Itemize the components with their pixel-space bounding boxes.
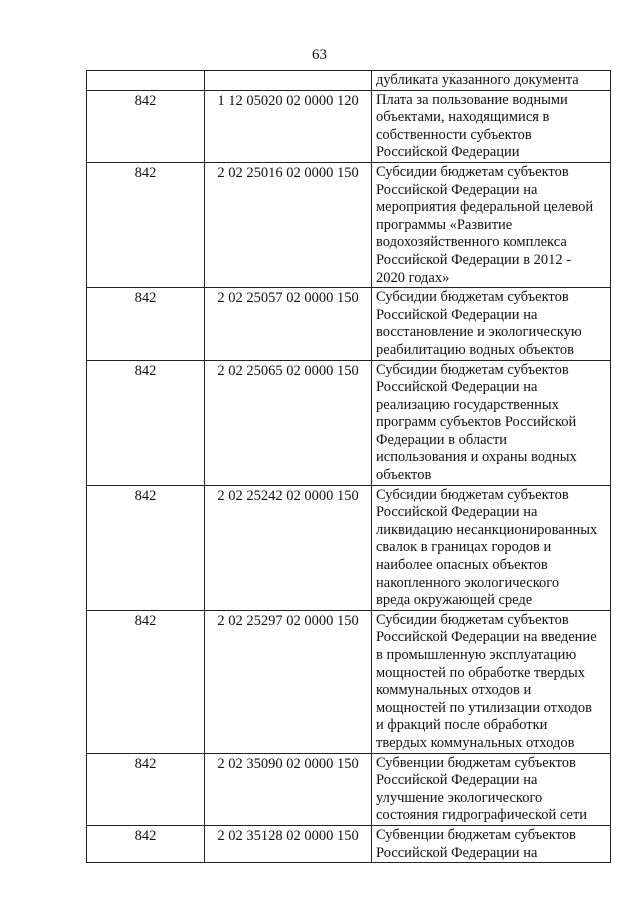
budget-code-cell: 2 02 25065 02 0000 150 <box>205 360 372 485</box>
description-cell <box>372 162 611 287</box>
description-cell <box>372 485 611 610</box>
description-line: состояния гидрографической сети <box>376 807 588 824</box>
description-line: в промышленную эксплуатацию <box>376 647 577 663</box>
budget-code-cell: 2 02 25057 02 0000 150 <box>205 288 372 360</box>
table-row <box>87 288 611 360</box>
description-line: реализацию государственных <box>376 396 559 413</box>
description-line: Российской Федерации на <box>376 306 538 323</box>
description-line: 2020 годах» <box>376 269 450 286</box>
table-row <box>87 753 611 825</box>
description-line: восстановление и экологическую <box>376 324 582 341</box>
description-line: реабилитацию водных объектов <box>376 341 574 358</box>
admin-code-cell <box>87 71 205 91</box>
description-cell <box>372 71 611 91</box>
table-row <box>87 825 611 862</box>
description-line: накопленного экологического <box>376 574 560 591</box>
description-line: Субсидии бюджетам субъектов <box>376 361 569 378</box>
budget-code-cell: 2 02 25242 02 0000 150 <box>205 485 372 610</box>
page-number: 63 <box>312 47 327 63</box>
description-line: Российской Федерации <box>376 144 520 161</box>
description-cell <box>372 753 611 825</box>
description-line: твердых коммунальных отходов <box>376 734 575 751</box>
description-line: мощностей по утилизации отходов <box>376 699 592 716</box>
admin-code-cell: 842 <box>87 90 205 162</box>
description-line: Российской Федерации на <box>376 504 538 521</box>
budget-code-cell: 2 02 25016 02 0000 150 <box>205 162 372 287</box>
description-cell <box>372 825 611 862</box>
description-cell <box>372 360 611 485</box>
description-line: Российской Федерации на <box>376 181 538 198</box>
description-line: Федерации в области <box>376 431 508 448</box>
admin-code-cell: 842 <box>87 485 205 610</box>
description-line: программы «Развитие <box>376 216 513 233</box>
budget-code-cell: 1 12 05020 02 0000 120 <box>205 90 372 162</box>
description-cell <box>372 288 611 360</box>
description-cell <box>372 90 611 162</box>
description-line: дубликата указанного документа <box>376 72 579 88</box>
description-line: Субсидии бюджетам субъектов <box>376 611 569 628</box>
description-line: объектов <box>376 467 432 484</box>
table-row <box>87 485 611 610</box>
revenue-codes-table <box>86 70 611 863</box>
budget-code-cell <box>205 71 372 91</box>
description-line: коммунальных отходов и <box>376 682 532 699</box>
description-line: водохозяйственного комплекса <box>376 234 567 251</box>
description-line: Российской Федерации на введение <box>376 629 597 646</box>
description-line: ликвидацию несанкционированных <box>376 521 598 538</box>
description-line: объектами, находящимися в <box>376 109 550 126</box>
description-cell <box>372 610 611 753</box>
admin-code-cell: 842 <box>87 753 205 825</box>
description-line: Субвенции бюджетам субъектов <box>376 826 576 843</box>
table-body <box>87 71 611 863</box>
description-line: и фракций после обработки <box>376 717 548 734</box>
description-line: Российской Федерации на <box>376 772 538 789</box>
budget-code-cell: 2 02 35090 02 0000 150 <box>205 753 372 825</box>
admin-code-cell: 842 <box>87 162 205 287</box>
budget-code-cell: 2 02 25297 02 0000 150 <box>205 610 372 753</box>
admin-code-cell: 842 <box>87 610 205 753</box>
description-line: Субсидии бюджетам субъектов <box>376 163 569 180</box>
description-line: свалок в границах городов и <box>376 539 552 556</box>
description-line: Субвенции бюджетам субъектов <box>376 754 576 771</box>
description-line: Российской Федерации на <box>376 844 538 861</box>
table-row <box>87 610 611 753</box>
table-row <box>87 90 611 162</box>
admin-code-cell: 842 <box>87 288 205 360</box>
description-line: мероприятия федеральной целевой <box>376 199 594 216</box>
description-line: Плата за пользование водными <box>376 91 568 108</box>
description-line: наиболее опасных объектов <box>376 557 548 574</box>
description-line: Субсидии бюджетам субъектов <box>376 289 569 306</box>
budget-code-cell: 2 02 35128 02 0000 150 <box>205 825 372 862</box>
table-row <box>87 162 611 287</box>
description-line: Российской Федерации на <box>376 379 538 396</box>
description-line: программ субъектов Российской <box>376 414 577 431</box>
description-line: использования и охраны водных <box>376 449 577 466</box>
admin-code-cell: 842 <box>87 360 205 485</box>
description-line: собственности субъектов <box>376 126 532 143</box>
description-line: мощностей по обработке твердых <box>376 664 585 681</box>
table-row <box>87 360 611 485</box>
description-line: Российской Федерации в 2012 - <box>376 251 572 268</box>
description-line: улучшение экологического <box>376 789 543 806</box>
description-line: вреда окружающей среде <box>376 592 533 609</box>
table-row <box>87 71 611 91</box>
description-line: Субсидии бюджетам субъектов <box>376 486 569 503</box>
admin-code-cell: 842 <box>87 825 205 862</box>
